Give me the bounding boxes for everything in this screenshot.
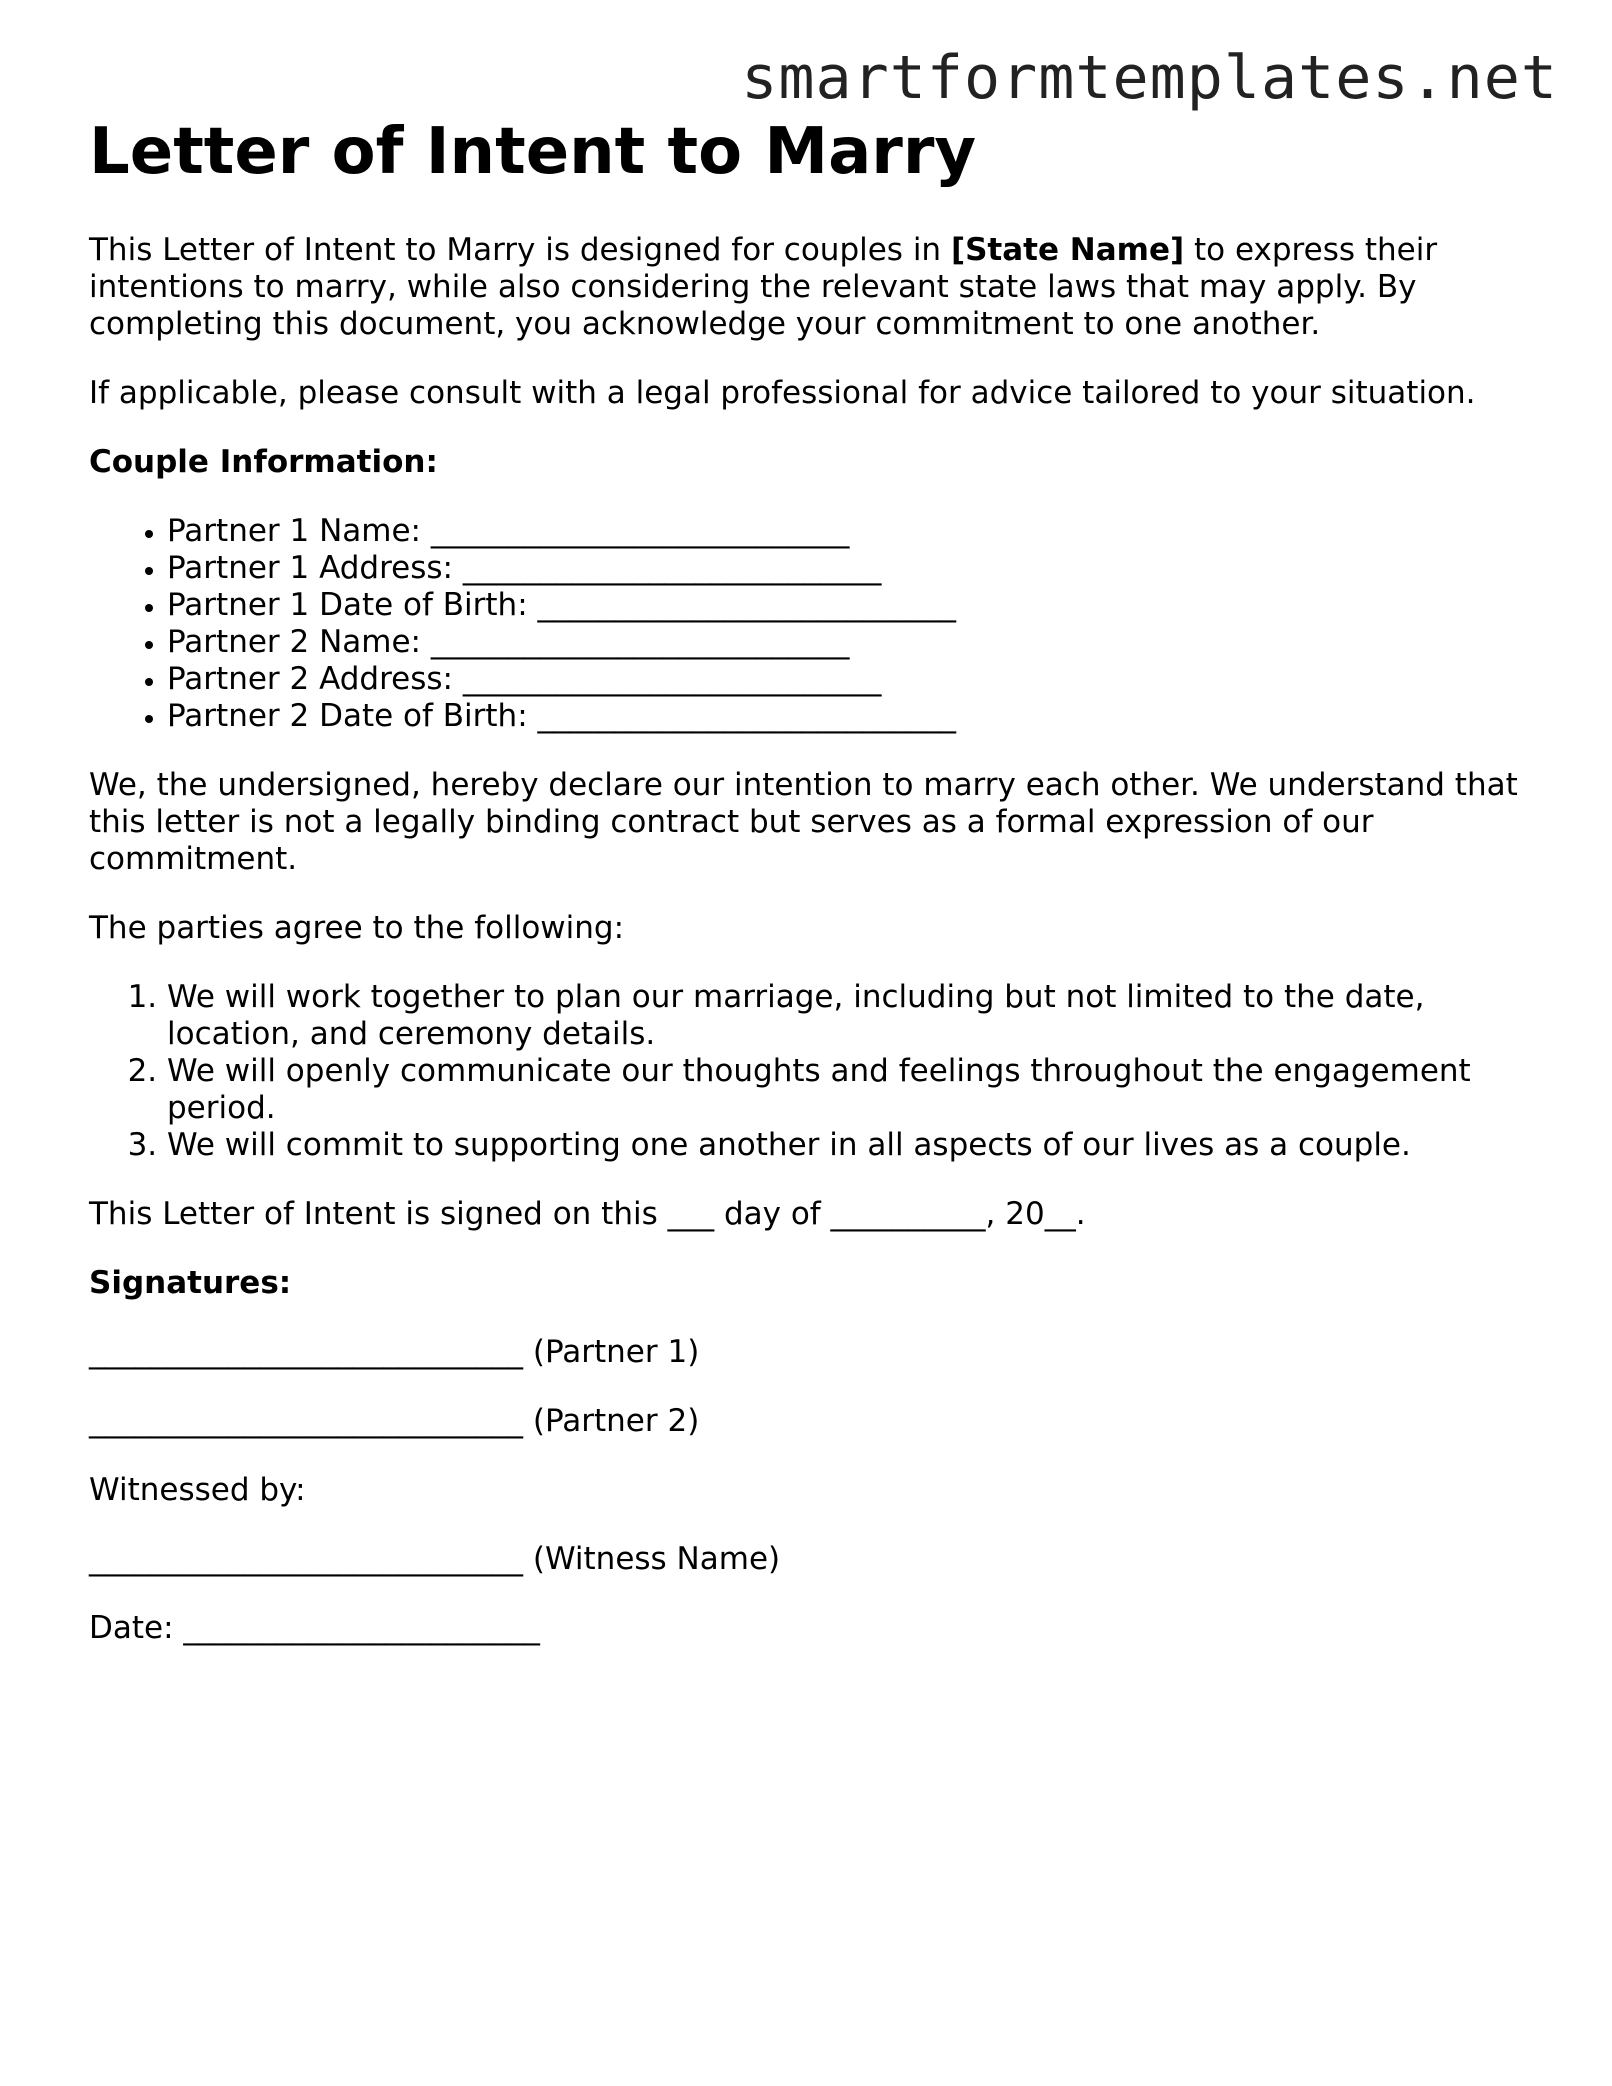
state-name-placeholder: [State Name] [950, 232, 1185, 268]
intro-text-after: to express their intentions to marry, while also considering the relevant state laws that may apply. By completing this document, you acknowledge your commitment to one another. [89, 232, 1438, 342]
intro-text-before: This Letter of Intent to Marry is designed for couples in [89, 232, 951, 268]
document-body [89, 112, 1529, 1679]
list-item: 2. We will openly communicate our thoughts and feelings throughout the engagement period. [167, 1053, 1529, 1127]
list-item: • Partner 1 Address: ___________________________ [167, 550, 1529, 587]
consult-paragraph: If applicable, please consult with a legal professional for advice tailored to your situation. [89, 375, 1476, 411]
witnessed-by-label: Witnessed by: [89, 1472, 306, 1508]
list-item: • Partner 1 Name: ___________________________ [167, 513, 1529, 550]
list-item: • Partner 1 Date of Birth: ___________________________ [167, 587, 1529, 624]
list-item: 3. We will commit to supporting one another in all aspects of our lives as a couple. [167, 1127, 1529, 1164]
agreement-intro: The parties agree to the following: [89, 910, 625, 946]
declaration-paragraph: We, the undersigned, hereby declare our intention to marry each other. We understand that this letter is not a legally binding contract but serves as a formal expression of our commitment. [89, 767, 1518, 877]
list-item: • Partner 2 Name: ___________________________ [167, 624, 1529, 661]
signatures-heading: Signatures: [89, 1265, 292, 1301]
partner1-signature-line: ____________________________ (Partner 1) [89, 1334, 700, 1370]
couple-information-list [89, 513, 1529, 735]
list-item: • Partner 2 Date of Birth: ___________________________ [167, 698, 1529, 735]
list-item: 1. We will work together to plan our marriage, including but not limited to the date, location, and ceremony details. [167, 979, 1529, 1053]
agreement-list [89, 979, 1529, 1164]
partner2-signature-line: ____________________________ (Partner 2) [89, 1403, 700, 1439]
witness-signature-line: ____________________________ (Witness Name) [89, 1541, 781, 1577]
couple-information-heading: Couple Information: [89, 444, 438, 480]
date-line: Date: _______________________ [89, 1610, 540, 1646]
intro-paragraph [89, 232, 1529, 343]
list-item: • Partner 2 Address: ___________________________ [167, 661, 1529, 698]
watermark: smartformtemplates.net [741, 43, 1558, 113]
page-title: Letter of Intent to Marry [89, 115, 977, 189]
signed-on-line: This Letter of Intent is signed on this ___ day of __________, 20__. [89, 1196, 1086, 1232]
